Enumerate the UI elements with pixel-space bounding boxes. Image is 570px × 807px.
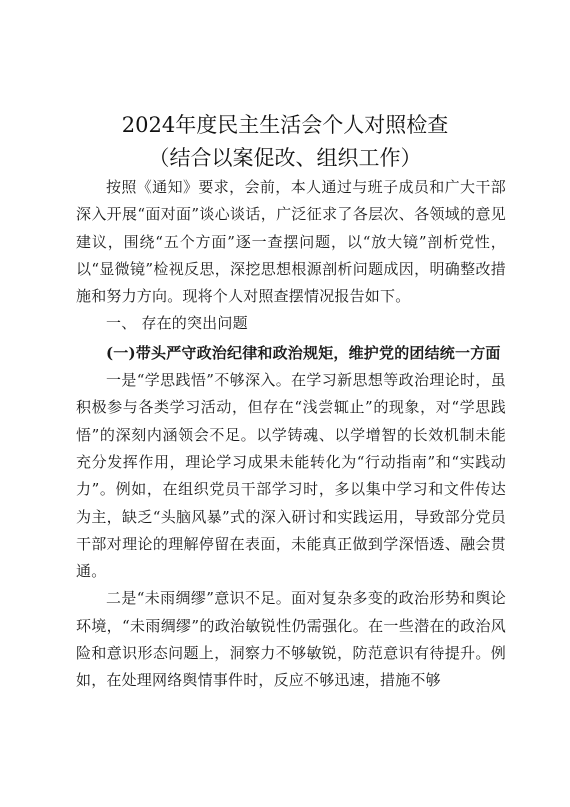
document-title: 2024年度民主生活会个人对照检查 [121,113,449,137]
document-body [76,174,506,695]
subsection-heading: (一)带头严守政治纪律和政治规矩，维护党的团结统一方面 [106,343,501,362]
intro-paragraph: 按照《通知》要求，会前，本人通过与班子成员和广大干部深入开展“面对面”谈心谈话，广泛征求了各层次、各领域的意见建议，围绕“五个方面”逐一查摆问题，以“放大镜”剖析党性，以“显微镜”检视反思，深挖思想根源剖析问题成因，明确整改措施和努力方向。现将个人对照查摆情况报告如下。 [76,178,506,306]
section-heading: 一、 存在的突出问题 [106,314,248,333]
document-subtitle: （结合以案促改、组织工作） [148,146,422,170]
body-paragraph: 一是“学思践悟”不够深入。在学习新思想等政治理论时，虽积极参与各类学习活动，但存在“浅尝辄止”的现象，对“学思践悟”的深刻内涵领会不足。以学铸魂、以学增智的长效机制未能充分发挥作用，理论学习成果未能转化为“行动指南”和“实践动力”。例如，在组织党员干部学习时，多以集中学习和文件传达为主，缺乏“头脑风暴”式的深入研讨和实践运用，导致部分党员干部对理论的理解停留在表面，未能真正做到学深悟透、融会贯通。 [76,371,506,581]
body-paragraph: 二是“未雨绸缪”意识不足。面对复杂多变的政治形势和舆论环境，“未雨绸缪”的政治敏锐性仍需强化。在一些潜在的政治风险和意识形态问题上，洞察力不够敏锐，防范意识有待提升。例如，在处理网络舆情事件时，反应不够迅速，措施不够 [76,589,506,690]
